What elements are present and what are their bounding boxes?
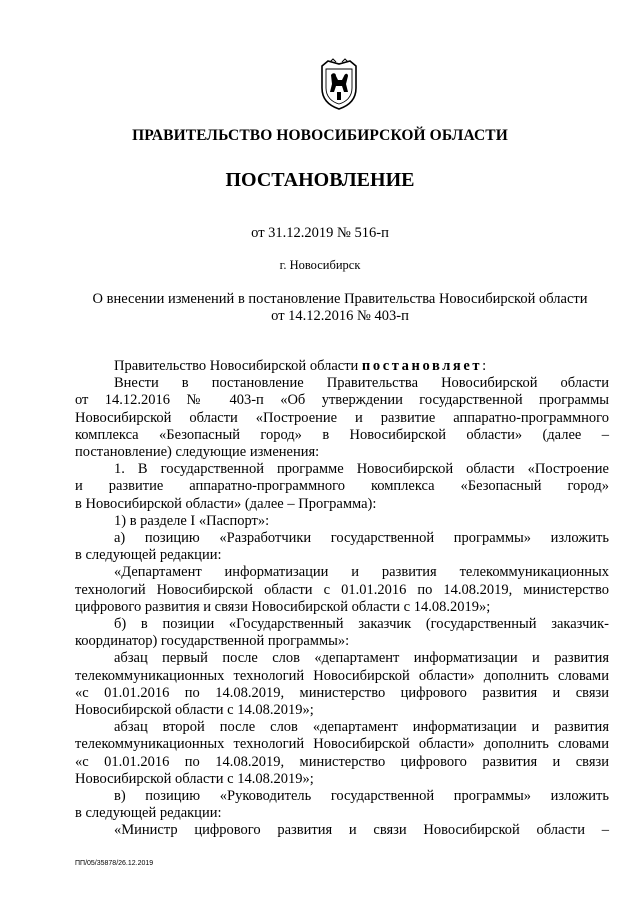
body-line: телекоммуникационных технологий Новосибирской области» дополнить словами bbox=[75, 736, 609, 753]
document-number-line: от 31.12.2019 № 516-п bbox=[251, 225, 389, 241]
body-line: абзац второй после слов «департамент информатизации и развития bbox=[114, 719, 609, 736]
coat-of-arms-icon bbox=[318, 58, 360, 110]
body-line: координатор) государственной программы»: bbox=[75, 633, 350, 650]
body-line: Новосибирской области «Построение и развитие аппаратно-программного bbox=[75, 409, 609, 426]
body-line: а) позицию «Разработчики государственной программы» изложить bbox=[114, 530, 609, 547]
body-line: технологий Новосибирской области с 01.01.2016 по 14.08.2019, министерство bbox=[75, 581, 609, 598]
body-line: 1) в разделе I «Паспорт»: bbox=[114, 512, 270, 529]
body-line: в Новосибирской области» (далее – Программа): bbox=[75, 495, 377, 512]
intro-prefix: Правительство Новосибирской области bbox=[114, 358, 362, 374]
body-line: «Департамент информатизации и развития телекоммуникационных bbox=[114, 564, 609, 581]
footer-code: ПП/05/35878/26.12.2019 bbox=[75, 860, 154, 867]
body-line: Новосибирской области с 14.08.2019»; bbox=[75, 702, 314, 719]
body-line: комплекса «Безопасный город» в Новосибирской области» (далее – bbox=[75, 426, 609, 443]
organization-name: ПРАВИТЕЛЬСТВО НОВОСИБИРСКОЙ ОБЛАСТИ bbox=[132, 127, 508, 144]
body-line: и развитие аппаратно-программного комплекса «Безопасный город» bbox=[75, 478, 609, 495]
body-line: Внести в постановление Правительства Новосибирской области bbox=[114, 375, 609, 392]
body-line: постановление) следующие изменения: bbox=[75, 444, 320, 461]
intro-paragraph bbox=[75, 358, 609, 375]
title-line-2: от 14.12.2016 № 403-п bbox=[271, 308, 409, 324]
body-lines bbox=[75, 375, 609, 839]
intro-spaced-word: постановляет bbox=[361, 358, 483, 374]
intro-suffix: : bbox=[482, 358, 487, 374]
body-line: в следующей редакции: bbox=[75, 805, 222, 822]
title-line-1: О внесении изменений в постановление Правительства Новосибирской области bbox=[92, 291, 588, 307]
body-line: от 14.12.2016 № 403-п «Об утверждении государственной программы bbox=[75, 392, 609, 409]
body-line: Новосибирской области с 14.08.2019»; bbox=[75, 770, 314, 787]
body-line: цифрового развития и связи Новосибирской области с 14.08.2019»; bbox=[75, 598, 491, 615]
city-line: г. Новосибирск bbox=[279, 258, 361, 272]
body-line: «с 01.01.2016 по 14.08.2019, министерство цифрового развития и связи bbox=[75, 684, 609, 701]
body-line: в) позицию «Руководитель государственной программы» изложить bbox=[114, 788, 609, 805]
body-line: 1. В государственной программе Новосибирской области «Построение bbox=[114, 461, 609, 478]
body-line: в следующей редакции: bbox=[75, 547, 222, 564]
document-title bbox=[75, 291, 605, 325]
body-line: «Министр цифрового развития и связи Новосибирской области – bbox=[114, 822, 609, 839]
body-line: телекоммуникационных технологий Новосибирской области» дополнить словами bbox=[75, 667, 609, 684]
body-line: абзац первый после слов «департамент информатизации и развития bbox=[114, 650, 609, 667]
body-line: б) в позиции «Государственный заказчик (государственный заказчик- bbox=[114, 616, 609, 633]
document-body bbox=[75, 358, 609, 840]
body-line: «с 01.01.2016 по 14.08.2019, министерство цифрового развития и связи bbox=[75, 753, 609, 770]
document-type: ПОСТАНОВЛЕНИЕ bbox=[225, 169, 415, 191]
